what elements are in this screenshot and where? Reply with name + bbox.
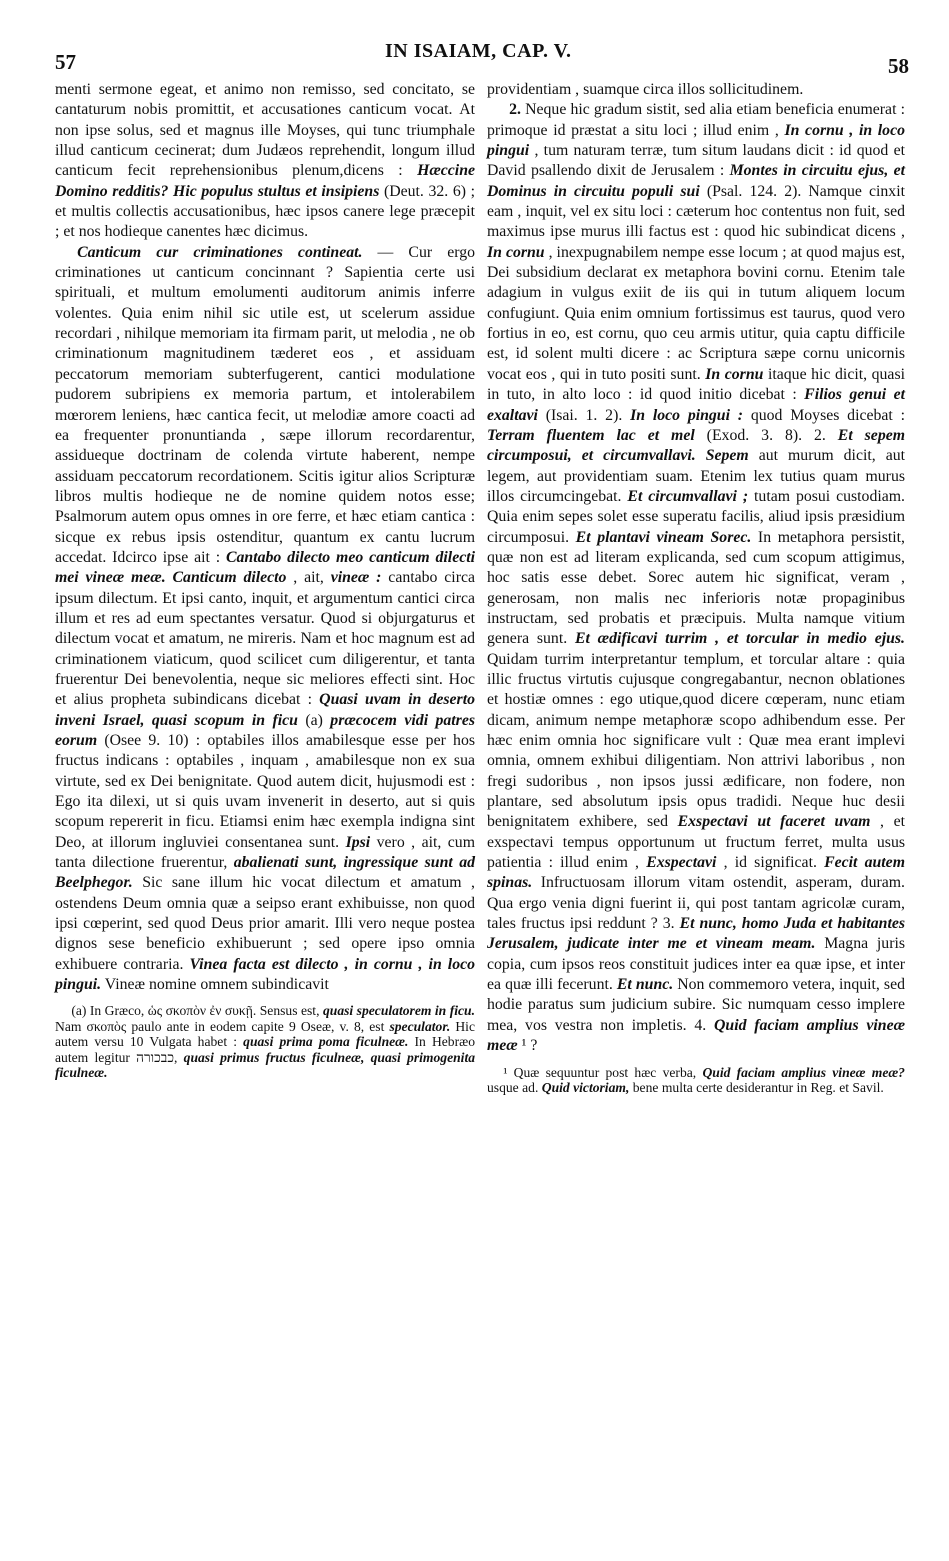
running-header: [55, 40, 909, 78]
right-paragraph-0: providentiam , suamque circa illos sollicitudinem.: [487, 81, 804, 98]
right-footnote: ¹ Quæ sequuntur post hæc verba, Quid faciam amplius vineæ meæ? usque ad. Quid victoriam, bene multa certe desiderantur in Reg. et Savil.: [487, 1064, 905, 1095]
right-paragraph-1: 2. Neque hic gradum sistit, sed alia etiam beneficia enumerat : primoque id præstat a situ loci ; illud enim , In cornu , in loco pingui , tum naturam terræ, tum situm laudans dicit : id quod et David psallendo dixit de Jerusalem : Montes in circuitu ejus, et Dominus in circuitu populi sui (Psal. 124. 2). Namque cinxit eam , inquit, vel ex situ loci : cæterum hoc contentus non fuit, sed maximus ipse murus illi factus est : quod hic subindicat dicens , In cornu , inexpugnabilem nempe esse locum ; at quod majus est, Dei subsidium declarat ex metaphora bovini cornu. Etenim tale adagium in vulgus exiit de iis qui in tutum aliquem locum confugiunt. Quia enim omnium fortissimus est taurus, quod vero fortius in eo, est cornu, quo ceu armis utitur, quia captu difficile est, id solent multi dicere : ac Scriptura sæpe cornu unicornis vocat eos , qui in tuto positi sunt. In cornu itaque hic dicit, quasi in tuto, in alto loco : id quod initio dicebat : Filios genui et exaltavi (Isai. 1. 2). In loco pingui : quod Moyses dicebat : Terram fluentem lac et mel (Exod. 3. 8). 2. Et sepem circumposui, et circumvallavi. Sepem aut murum dicit, aut legem, aut providentiam suam. Etenim lex tutius quam murus illos circumcingebat. Et circumvallavi ; tutam posui custodiam. Quia enim sepes solet esse superatu facilis, aliud ipsis præsidium circumposui. Et plantavi vineam Sorec. In metaphora persistit, quæ non est ad literam explicanda, sed cum scopum attigimus, hoc satis esse debet. Sorec autem hic significat, veram , generosam, non malis nec inferioris notæ propaginibus instructam, sed probatis et præcipuis. Multa namque vitium genera sunt. Et ædificavi turrim , et torcular in medio ejus. Quidam turrim interpretantur templum, et torcular altare : quia illic fructus virtutis cujusque congregabantur, necnon oblationes et hostiæ omnes : ego utique,quod dicere cœperam, nunc etiam dicam, animum nempe metaphoræ scopo adhibendum esse. Per hæc enim omnia hoc significare vult : Quæ mea erant implevi omnia, omnem exhibui diligentiam. Non attrivi laboribus , non fregi sudoribus , non ipsos jussi ædificare, non fodere, non plantare, sed absolutum ipsis opus tradidi. Neque huc desii benignitatem exhibere, sed Exspectavi ut faceret uvam , et exspectavi tempus opportunum ut fructum ferret, multa usus patientia : illud enim , Exspectavi , id significat. Fecit autem spinas. Infructuosam illorum vitam ostendit, asperam, duram. Qua ergo venia digni fuerint ii, qui post tantam agricolæ curam, tales fructus ipsi reddunt ? 3. Et nunc, homo Juda et habitantes Jerusalem, judicate inter me et vineam meam. Magna juris copia, cum ipsos reos constituit judices inter ea quæ ipse, et inter ea quæ illi fecerunt. Et nunc. Non commemoro vetera, inquit, sed hodie paratus sum judicium subire. Sic numquam cesso implere mea, vos vestra non impletis. 4. Quid faciam amplius vineæ meæ ¹ ?: [487, 101, 906, 1055]
left-paragraph-1: menti sermone egeat, et animo non remisso, sed concitato, se cantaturum nobis promittit, et accusationes canticum vocat. At non ipse solus, sed et magnus ille Moyses, qui tunc triumphale illud canticum cecinerat; dum Judæos reprehendit, longum illud canticum fecit reprehensionibus plenum,dicens : Hæccine Domino redditis? Hic populus stultus et insipiens (Deut. 32. 6) ; et multis collectis accusationibus, hæc ipsos canere lege præcepit ; et nos hodieque canentes hæc dicimus.: [55, 81, 475, 241]
page-number-right: 58: [888, 54, 909, 78]
left-footnote: (a) In Græco, ὡς σκοπὸν ἐν συκῇ. Sensus est, quasi speculatorem in ficu. Nam σκοπὸς paulo ante in eodem capite 9 Oseæ, v. 8, est speculator. Hic autem versu 10 Vulgata habet : quasi prima poma ficulneæ. In Hebræo autem legitur כבכורה, quasi primus fructus ficulneæ, quasi primogenita ficulneæ.: [55, 1003, 476, 1081]
right-column: [487, 80, 905, 1096]
left-column: [55, 80, 475, 1081]
page-number-left: 57: [55, 50, 76, 74]
running-title: IN ISAIAM, CAP. V.: [385, 40, 572, 62]
left-paragraph-2: Canticum cur criminationes contineat. — Cur ergo criminationes ut canticum concinnant ? Sapientia certe usi spirituali, et multum emolumenti auditorum animis inferre volentes. Quia enim nihil sic utile est, ut scelerum assidue recordari , nihilque memoriam ita firmam parit, ut melodia , ne ob criminationum magnitudinem tæderet eos , et assiduam peccatorum memoriam subterfugerent, cantici modulatione pudorem subripiens ex memoria partum, et intolerabilem mœrorem leniens, hæc cantica fecit, ut melodiæ amore coacti ad ea frequenter pronuntianda , sæpe illorum recordarentur, assidueque doctrinam de colenda virtute haberent, nempe assiduam peccatorum recordationem. Scitis igitur alios Scripturæ libros multis hodieque ne de nomine quidem notos esse; Psalmorum autem opus omnes in ore ferre, et hæc etiam cantica : sicque ex rebus ipsis ostenditur, quantum ex cantu lucrum accedat. Idcirco ipse ait : Cantabo dilecto meo canticum dilecti mei vineæ meæ. Canticum dilecto , ait, vineæ : cantabo circa ipsum dilectum. Et ipsi canto, inquit, et argumentum cantici circa illum et res ad eum spectantes versatur. Quod si objurgaturus et dilectum vocat et amatum, ne mireris. Nam et hoc magnum est ad criminationem viaticum, quod scilicet cum diligerentur, et tanta fruerentur Dei benevolentia, neque sic meliores effecti sint. Hoc et alius propheta subindicans dicebat : Quasi uvam in deserto inveni Israel, quasi scopum in ficu (a) præcocem vidi patres eorum (Osee 9. 10) : optabiles illos amabilesque esse per hos fructus indicans : optabiles , inquam , amabilesque non ex sua virtute, sed ex Dei benignitate. Quod autem dicit, hujusmodi est : Ego ita dilexi, ut si quis uvam invenerit in deserto, aut si quis scopum repererit in ficu. Etiamsi enim hæc exempla indigna sint Deo, at illorum ingluviei consentanea sunt. Ipsi vero , ait, cum tanta dilectione fruerentur, abalienati sunt, ingressique sunt ad Beelphegor. Sic sane illum hic vocat dilectum et amatum , ostendens Deum omnia quæ a seipso erant exhibuisse, non quod ipsi cœperint, sed quod Deus prior amarit. Illi vero neque postea dignos sese beneficio exhibuerunt ; sed opere ipso omnia exhibuere contraria. Vinea facta est dilecto , in cornu , in loco pingui. Vineæ nomine omnem subindicavit: [55, 243, 475, 994]
section-heading: Canticum cur criminationes contineat.: [77, 243, 363, 261]
